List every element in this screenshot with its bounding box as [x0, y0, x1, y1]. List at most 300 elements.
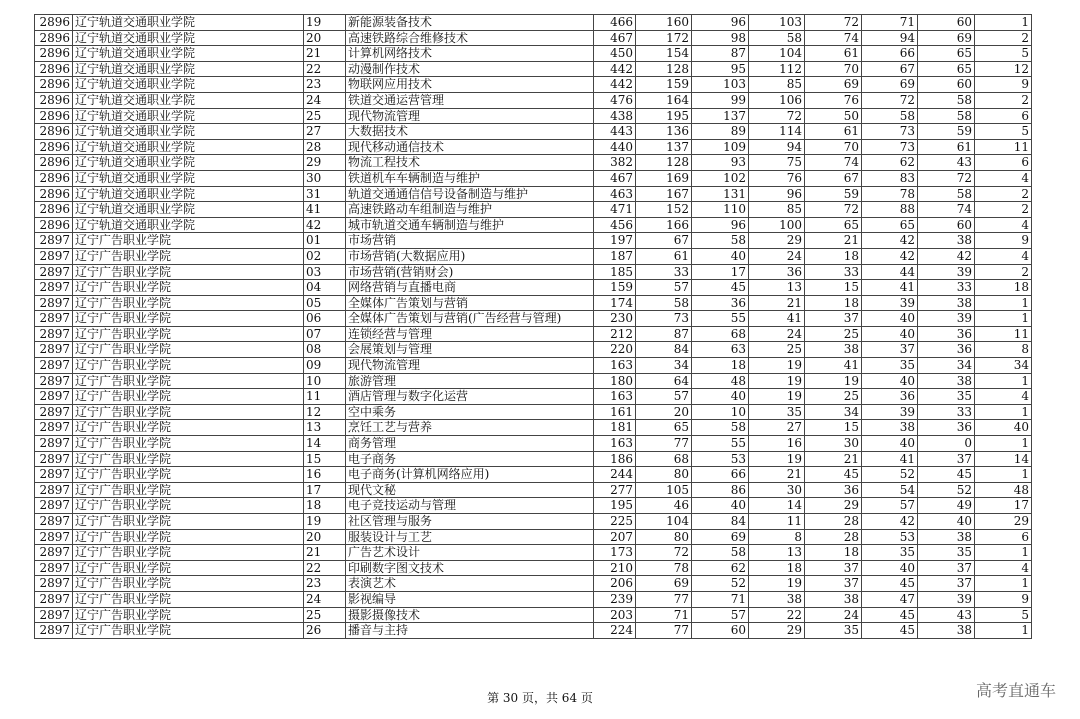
- cell-score-c: 103: [749, 15, 805, 31]
- cell-college-code: 2897: [35, 342, 73, 358]
- cell-score-f: 33: [918, 404, 975, 420]
- cell-score-f: 38: [918, 623, 975, 639]
- cell-score-c: 96: [749, 186, 805, 202]
- cell-score-e: 39: [862, 404, 918, 420]
- cell-score-f: 36: [918, 420, 975, 436]
- cell-score-e: 40: [862, 311, 918, 327]
- table-row: [35, 420, 1032, 436]
- cell-score-d: 74: [805, 30, 862, 46]
- cell-total-score: 466: [594, 15, 636, 31]
- cell-college-code: 2896: [35, 124, 73, 140]
- cell-rank: 4: [975, 217, 1032, 233]
- cell-score-f: 58: [918, 186, 975, 202]
- cell-major-name: 摄影摄像技术: [346, 607, 594, 623]
- cell-college-code: 2897: [35, 529, 73, 545]
- cell-score-e: 78: [862, 186, 918, 202]
- cell-score-a: 136: [636, 124, 692, 140]
- cell-major-name: 轨道交通通信信号设备制造与维护: [346, 186, 594, 202]
- table-row: [35, 15, 1032, 31]
- cell-college-code: 2897: [35, 498, 73, 514]
- cell-major-name: 计算机网络技术: [346, 46, 594, 62]
- cell-college-name: 辽宁广告职业学院: [73, 545, 304, 561]
- cell-rank: 9: [975, 77, 1032, 93]
- cell-major-name: 连锁经营与管理: [346, 326, 594, 342]
- cell-college-name: 辽宁广告职业学院: [73, 436, 304, 452]
- cell-college-name: 辽宁广告职业学院: [73, 326, 304, 342]
- cell-major-code: 09: [304, 358, 346, 374]
- cell-total-score: 463: [594, 186, 636, 202]
- cell-rank: 18: [975, 280, 1032, 296]
- cell-score-c: 21: [749, 295, 805, 311]
- cell-rank: 1: [975, 311, 1032, 327]
- cell-total-score: 224: [594, 623, 636, 639]
- cell-college-code: 2897: [35, 248, 73, 264]
- cell-score-c: 13: [749, 545, 805, 561]
- cell-major-name: 社区管理与服务: [346, 514, 594, 530]
- cell-score-b: 109: [692, 139, 749, 155]
- cell-score-c: 11: [749, 514, 805, 530]
- cell-score-e: 72: [862, 92, 918, 108]
- cell-major-code: 16: [304, 467, 346, 483]
- cell-rank: 5: [975, 124, 1032, 140]
- cell-college-name: 辽宁轨道交通职业学院: [73, 61, 304, 77]
- cell-score-a: 172: [636, 30, 692, 46]
- cell-score-d: 37: [805, 560, 862, 576]
- cell-score-f: 40: [918, 514, 975, 530]
- cell-college-name: 辽宁轨道交通职业学院: [73, 202, 304, 218]
- cell-score-f: 59: [918, 124, 975, 140]
- cell-score-b: 58: [692, 233, 749, 249]
- cell-college-code: 2897: [35, 623, 73, 639]
- table-row: [35, 514, 1032, 530]
- cell-score-d: 18: [805, 295, 862, 311]
- cell-total-score: 442: [594, 61, 636, 77]
- cell-college-name: 辽宁广告职业学院: [73, 389, 304, 405]
- table-row: [35, 529, 1032, 545]
- cell-score-c: 19: [749, 576, 805, 592]
- cell-score-f: 65: [918, 46, 975, 62]
- cell-college-name: 辽宁广告职业学院: [73, 529, 304, 545]
- cell-major-code: 25: [304, 607, 346, 623]
- cell-college-code: 2897: [35, 607, 73, 623]
- table-row: [35, 186, 1032, 202]
- cell-score-a: 46: [636, 498, 692, 514]
- cell-total-score: 174: [594, 295, 636, 311]
- cell-major-code: 19: [304, 15, 346, 31]
- table-row: [35, 373, 1032, 389]
- cell-major-code: 24: [304, 92, 346, 108]
- cell-score-e: 57: [862, 498, 918, 514]
- cell-college-code: 2897: [35, 451, 73, 467]
- table-row: [35, 482, 1032, 498]
- cell-score-d: 33: [805, 264, 862, 280]
- cell-major-name: 高速铁路动车组制造与维护: [346, 202, 594, 218]
- cell-score-d: 24: [805, 607, 862, 623]
- cell-college-code: 2897: [35, 389, 73, 405]
- cell-score-e: 42: [862, 514, 918, 530]
- cell-score-c: 25: [749, 342, 805, 358]
- cell-score-f: 58: [918, 108, 975, 124]
- cell-score-d: 18: [805, 248, 862, 264]
- cell-college-name: 辽宁轨道交通职业学院: [73, 46, 304, 62]
- cell-score-d: 41: [805, 358, 862, 374]
- cell-major-code: 17: [304, 482, 346, 498]
- cell-score-e: 44: [862, 264, 918, 280]
- cell-score-e: 52: [862, 467, 918, 483]
- cell-score-c: 75: [749, 155, 805, 171]
- cell-college-name: 辽宁轨道交通职业学院: [73, 170, 304, 186]
- cell-score-e: 88: [862, 202, 918, 218]
- table-row: [35, 451, 1032, 467]
- cell-score-c: 21: [749, 467, 805, 483]
- cell-college-name: 辽宁广告职业学院: [73, 264, 304, 280]
- cell-major-code: 21: [304, 545, 346, 561]
- cell-college-code: 2896: [35, 217, 73, 233]
- cell-score-c: 100: [749, 217, 805, 233]
- cell-score-a: 20: [636, 404, 692, 420]
- cell-college-name: 辽宁广告职业学院: [73, 342, 304, 358]
- cell-major-code: 01: [304, 233, 346, 249]
- cell-major-code: 08: [304, 342, 346, 358]
- cell-score-d: 45: [805, 467, 862, 483]
- cell-score-e: 38: [862, 420, 918, 436]
- cell-major-name: 旅游管理: [346, 373, 594, 389]
- cell-score-a: 57: [636, 280, 692, 296]
- cell-college-name: 辽宁广告职业学院: [73, 451, 304, 467]
- cell-major-code: 23: [304, 576, 346, 592]
- cell-college-name: 辽宁轨道交通职业学院: [73, 77, 304, 93]
- cell-score-c: 85: [749, 202, 805, 218]
- cell-rank: 1: [975, 467, 1032, 483]
- cell-score-d: 37: [805, 311, 862, 327]
- cell-score-c: 14: [749, 498, 805, 514]
- table-row: [35, 108, 1032, 124]
- cell-score-b: 62: [692, 560, 749, 576]
- cell-major-name: 表演艺术: [346, 576, 594, 592]
- cell-college-code: 2896: [35, 30, 73, 46]
- cell-major-name: 铁道交通运营管理: [346, 92, 594, 108]
- cell-total-score: 244: [594, 467, 636, 483]
- table-row: [35, 264, 1032, 280]
- cell-score-e: 45: [862, 607, 918, 623]
- cell-college-name: 辽宁轨道交通职业学院: [73, 108, 304, 124]
- cell-total-score: 220: [594, 342, 636, 358]
- cell-score-c: 38: [749, 591, 805, 607]
- cell-score-f: 38: [918, 233, 975, 249]
- cell-score-c: 8: [749, 529, 805, 545]
- cell-score-e: 73: [862, 124, 918, 140]
- table-row: [35, 358, 1032, 374]
- cell-score-d: 28: [805, 514, 862, 530]
- cell-score-f: 74: [918, 202, 975, 218]
- cell-college-code: 2896: [35, 108, 73, 124]
- cell-college-code: 2897: [35, 295, 73, 311]
- cell-score-f: 0: [918, 436, 975, 452]
- cell-score-d: 38: [805, 342, 862, 358]
- cell-score-f: 43: [918, 155, 975, 171]
- cell-score-c: 104: [749, 46, 805, 62]
- cell-score-a: 77: [636, 591, 692, 607]
- cell-college-name: 辽宁广告职业学院: [73, 576, 304, 592]
- cell-score-d: 38: [805, 591, 862, 607]
- cell-score-c: 41: [749, 311, 805, 327]
- table-row: [35, 155, 1032, 171]
- cell-score-a: 105: [636, 482, 692, 498]
- cell-score-d: 70: [805, 61, 862, 77]
- cell-total-score: 440: [594, 139, 636, 155]
- cell-college-name: 辽宁轨道交通职业学院: [73, 217, 304, 233]
- cell-score-f: 60: [918, 77, 975, 93]
- cell-score-c: 72: [749, 108, 805, 124]
- cell-score-c: 30: [749, 482, 805, 498]
- cell-college-name: 辽宁广告职业学院: [73, 514, 304, 530]
- cell-rank: 2: [975, 186, 1032, 202]
- cell-major-name: 电子商务: [346, 451, 594, 467]
- cell-score-f: 39: [918, 264, 975, 280]
- cell-major-name: 网络营销与直播电商: [346, 280, 594, 296]
- cell-score-a: 169: [636, 170, 692, 186]
- cell-college-code: 2897: [35, 373, 73, 389]
- cell-score-a: 137: [636, 139, 692, 155]
- cell-score-a: 77: [636, 436, 692, 452]
- cell-major-code: 02: [304, 248, 346, 264]
- cell-score-d: 18: [805, 545, 862, 561]
- cell-score-b: 89: [692, 124, 749, 140]
- cell-score-a: 78: [636, 560, 692, 576]
- cell-score-e: 53: [862, 529, 918, 545]
- cell-score-b: 58: [692, 545, 749, 561]
- table-row: [35, 607, 1032, 623]
- cell-rank: 11: [975, 139, 1032, 155]
- cell-score-b: 55: [692, 436, 749, 452]
- cell-score-b: 131: [692, 186, 749, 202]
- cell-score-e: 66: [862, 46, 918, 62]
- cell-total-score: 186: [594, 451, 636, 467]
- cell-rank: 48: [975, 482, 1032, 498]
- cell-score-d: 29: [805, 498, 862, 514]
- cell-major-code: 29: [304, 155, 346, 171]
- cell-total-score: 195: [594, 498, 636, 514]
- cell-college-code: 2897: [35, 576, 73, 592]
- cell-total-score: 206: [594, 576, 636, 592]
- cell-college-code: 2896: [35, 139, 73, 155]
- cell-score-a: 34: [636, 358, 692, 374]
- cell-score-d: 69: [805, 77, 862, 93]
- cell-total-score: 443: [594, 124, 636, 140]
- cell-score-e: 40: [862, 436, 918, 452]
- cell-score-c: 22: [749, 607, 805, 623]
- table-row: [35, 498, 1032, 514]
- cell-score-d: 70: [805, 139, 862, 155]
- cell-major-name: 全媒体广告策划与营销(广告经营与管理): [346, 311, 594, 327]
- cell-major-code: 19: [304, 514, 346, 530]
- cell-score-d: 28: [805, 529, 862, 545]
- cell-score-a: 87: [636, 326, 692, 342]
- cell-score-c: 58: [749, 30, 805, 46]
- table-row: [35, 326, 1032, 342]
- cell-score-f: 37: [918, 560, 975, 576]
- cell-score-c: 27: [749, 420, 805, 436]
- cell-major-code: 21: [304, 46, 346, 62]
- cell-total-score: 239: [594, 591, 636, 607]
- cell-score-a: 80: [636, 467, 692, 483]
- cell-college-code: 2896: [35, 77, 73, 93]
- cell-college-code: 2896: [35, 46, 73, 62]
- cell-score-a: 69: [636, 576, 692, 592]
- table-row: [35, 61, 1032, 77]
- cell-score-e: 40: [862, 560, 918, 576]
- cell-score-a: 160: [636, 15, 692, 31]
- cell-college-code: 2897: [35, 467, 73, 483]
- cell-major-name: 播音与主持: [346, 623, 594, 639]
- cell-score-b: 84: [692, 514, 749, 530]
- cell-total-score: 163: [594, 436, 636, 452]
- cell-score-c: 19: [749, 451, 805, 467]
- cell-rank: 5: [975, 46, 1032, 62]
- cell-major-name: 广告艺术设计: [346, 545, 594, 561]
- cell-score-f: 35: [918, 389, 975, 405]
- cell-college-code: 2896: [35, 155, 73, 171]
- cell-major-name: 物流工程技术: [346, 155, 594, 171]
- cell-score-d: 61: [805, 124, 862, 140]
- table-row: [35, 233, 1032, 249]
- cell-score-f: 45: [918, 467, 975, 483]
- cell-score-d: 36: [805, 482, 862, 498]
- cell-score-b: 68: [692, 326, 749, 342]
- table-row: [35, 139, 1032, 155]
- table-row: [35, 591, 1032, 607]
- cell-college-name: 辽宁轨道交通职业学院: [73, 15, 304, 31]
- table-row: [35, 404, 1032, 420]
- cell-college-name: 辽宁广告职业学院: [73, 295, 304, 311]
- cell-score-a: 58: [636, 295, 692, 311]
- cell-score-b: 66: [692, 467, 749, 483]
- cell-score-d: 74: [805, 155, 862, 171]
- cell-total-score: 476: [594, 92, 636, 108]
- cell-college-code: 2897: [35, 420, 73, 436]
- cell-major-code: 30: [304, 170, 346, 186]
- cell-score-d: 59: [805, 186, 862, 202]
- cell-major-code: 26: [304, 623, 346, 639]
- cell-total-score: 187: [594, 248, 636, 264]
- cell-score-f: 60: [918, 15, 975, 31]
- cell-score-f: 65: [918, 61, 975, 77]
- cell-score-e: 40: [862, 326, 918, 342]
- cell-college-code: 2897: [35, 560, 73, 576]
- cell-major-code: 18: [304, 498, 346, 514]
- cell-score-f: 58: [918, 92, 975, 108]
- cell-score-f: 37: [918, 451, 975, 467]
- cell-college-code: 2896: [35, 92, 73, 108]
- cell-college-code: 2897: [35, 233, 73, 249]
- cell-college-name: 辽宁广告职业学院: [73, 358, 304, 374]
- cell-score-f: 60: [918, 217, 975, 233]
- table-row: [35, 576, 1032, 592]
- cell-score-e: 65: [862, 217, 918, 233]
- cell-score-a: 67: [636, 233, 692, 249]
- cell-score-f: 38: [918, 295, 975, 311]
- cell-college-name: 辽宁广告职业学院: [73, 248, 304, 264]
- table-row: [35, 560, 1032, 576]
- table-row: [35, 311, 1032, 327]
- cell-score-d: 34: [805, 404, 862, 420]
- cell-score-a: 71: [636, 607, 692, 623]
- cell-score-c: 19: [749, 358, 805, 374]
- cell-score-b: 98: [692, 30, 749, 46]
- cell-major-name: 现代物流管理: [346, 108, 594, 124]
- table-row: [35, 280, 1032, 296]
- cell-score-a: 164: [636, 92, 692, 108]
- cell-score-c: 19: [749, 373, 805, 389]
- cell-score-d: 61: [805, 46, 862, 62]
- cell-major-code: 42: [304, 217, 346, 233]
- cell-score-f: 34: [918, 358, 975, 374]
- cell-score-e: 62: [862, 155, 918, 171]
- cell-rank: 6: [975, 155, 1032, 171]
- cell-score-e: 35: [862, 358, 918, 374]
- cell-score-d: 15: [805, 420, 862, 436]
- cell-college-name: 辽宁轨道交通职业学院: [73, 155, 304, 171]
- cell-score-a: 80: [636, 529, 692, 545]
- cell-score-a: 68: [636, 451, 692, 467]
- cell-rank: 9: [975, 591, 1032, 607]
- cell-score-b: 96: [692, 217, 749, 233]
- table-row: [35, 170, 1032, 186]
- cell-major-code: 15: [304, 451, 346, 467]
- cell-score-b: 40: [692, 248, 749, 264]
- cell-total-score: 163: [594, 358, 636, 374]
- cell-rank: 11: [975, 326, 1032, 342]
- table-row: [35, 92, 1032, 108]
- cell-total-score: 450: [594, 46, 636, 62]
- cell-college-code: 2896: [35, 202, 73, 218]
- cell-college-name: 辽宁广告职业学院: [73, 280, 304, 296]
- cell-rank: 34: [975, 358, 1032, 374]
- cell-major-code: 13: [304, 420, 346, 436]
- cell-score-f: 61: [918, 139, 975, 155]
- cell-total-score: 456: [594, 217, 636, 233]
- cell-rank: 1: [975, 373, 1032, 389]
- cell-score-a: 84: [636, 342, 692, 358]
- cell-major-code: 07: [304, 326, 346, 342]
- cell-college-name: 辽宁广告职业学院: [73, 420, 304, 436]
- cell-rank: 5: [975, 607, 1032, 623]
- cell-score-f: 38: [918, 529, 975, 545]
- cell-score-a: 152: [636, 202, 692, 218]
- table-row: [35, 124, 1032, 140]
- cell-college-name: 辽宁轨道交通职业学院: [73, 124, 304, 140]
- cell-rank: 1: [975, 623, 1032, 639]
- cell-total-score: 471: [594, 202, 636, 218]
- cell-college-code: 2897: [35, 514, 73, 530]
- cell-major-name: 物联网应用技术: [346, 77, 594, 93]
- cell-total-score: 382: [594, 155, 636, 171]
- table-row: [35, 545, 1032, 561]
- cell-score-b: 40: [692, 498, 749, 514]
- cell-total-score: 467: [594, 170, 636, 186]
- cell-score-e: 40: [862, 373, 918, 389]
- cell-score-f: 69: [918, 30, 975, 46]
- cell-college-name: 辽宁广告职业学院: [73, 311, 304, 327]
- cell-score-b: 48: [692, 373, 749, 389]
- cell-total-score: 173: [594, 545, 636, 561]
- cell-score-d: 67: [805, 170, 862, 186]
- cell-total-score: 161: [594, 404, 636, 420]
- cell-score-b: 69: [692, 529, 749, 545]
- cell-college-code: 2896: [35, 61, 73, 77]
- cell-major-name: 影视编导: [346, 591, 594, 607]
- cell-score-c: 24: [749, 326, 805, 342]
